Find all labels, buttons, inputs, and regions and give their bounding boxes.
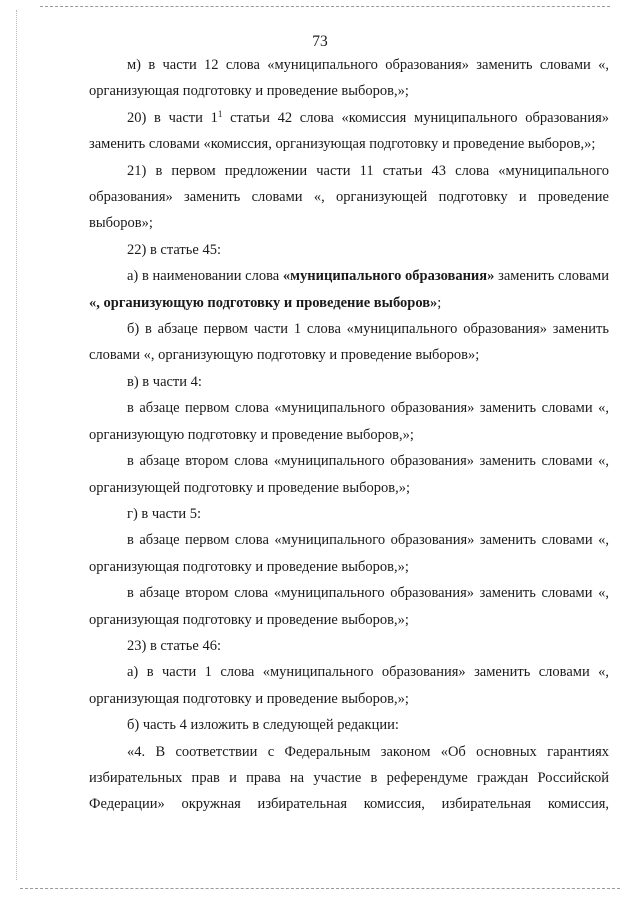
- paragraph-23a: а) в части 1 слова «муниципального образования» заменить словами «, организующая подготовку и проведение выборов,»;: [89, 664, 609, 707]
- paragraph-22a-part1: а) в наименовании слова: [127, 268, 283, 285]
- paragraph-22a-part2: заменить словами: [494, 268, 609, 285]
- paragraph-22v-2: в абзаце втором слова «муниципального образования» заменить словами «, организующей подготовку и проведение выборов,»;: [89, 453, 609, 496]
- paragraph-20-rest: статьи 42 слова «комиссия муниципального образования» заменить словами «комиссия, организующая подготовку и проведение выборов,»;: [89, 109, 609, 153]
- paragraph-23b-quote: «4. В соответствии с Федеральным законом «Об основных гарантиях избирательных прав и права на участие в референдуме граждан Российской Федерации» окружная избирательная комиссия, избирательная комиссия,: [89, 743, 609, 813]
- scan-edge-left: [16, 10, 17, 880]
- page-number: 73: [312, 33, 328, 50]
- paragraph-22v-1: в абзаце первом слова «муниципального образования» заменить словами «, организующую подготовку и проведение выборов,»;: [89, 400, 609, 443]
- paragraph-22a-bold1: «муниципального образования»: [282, 268, 495, 285]
- paragraph-22g: г) в части 5:: [127, 505, 202, 522]
- scan-edge-top: [40, 6, 610, 7]
- paragraph-22g-2: в абзаце втором слова «муниципального образования» заменить словами «, организующая подготовку и проведение выборов,»;: [89, 585, 609, 628]
- paragraph-m: м) в части 12 слова «муниципального образования» заменить словами «, организующая подготовку и проведение выборов,»;: [89, 57, 609, 100]
- document-body: [89, 52, 609, 818]
- paragraph-22v: в) в части 4:: [127, 373, 202, 390]
- paragraph-22b: б) в абзаце первом части 1 слова «муниципального образования» заменить словами «, организующую подготовку и проведение выборов»;: [89, 321, 609, 364]
- paragraph-22a-part3: ;: [437, 294, 442, 311]
- paragraph-20-superscript: 1: [217, 108, 223, 119]
- paragraph-20-start: 20) в части 1: [127, 109, 218, 126]
- scan-edge-bottom: [20, 888, 620, 889]
- paragraph-23: 23) в статье 46:: [127, 637, 221, 654]
- paragraph-22a: [89, 263, 609, 316]
- paragraph-22: 22) в статье 45:: [127, 241, 221, 258]
- paragraph-21: 21) в первом предложении части 11 статьи 43 слова «муниципального образования» заменить словами «, организующей подготовку и проведение выборов»;: [89, 162, 609, 232]
- paragraph-22a-bold2: «, организующую подготовку и проведение выборов»: [89, 294, 438, 311]
- paragraph-23b: б) часть 4 изложить в следующей редакции:: [127, 717, 399, 734]
- paragraph-22g-1: в абзаце первом слова «муниципального образования» заменить словами «, организующая подготовку и проведение выборов,»;: [89, 532, 609, 575]
- paragraph-20: [89, 105, 609, 158]
